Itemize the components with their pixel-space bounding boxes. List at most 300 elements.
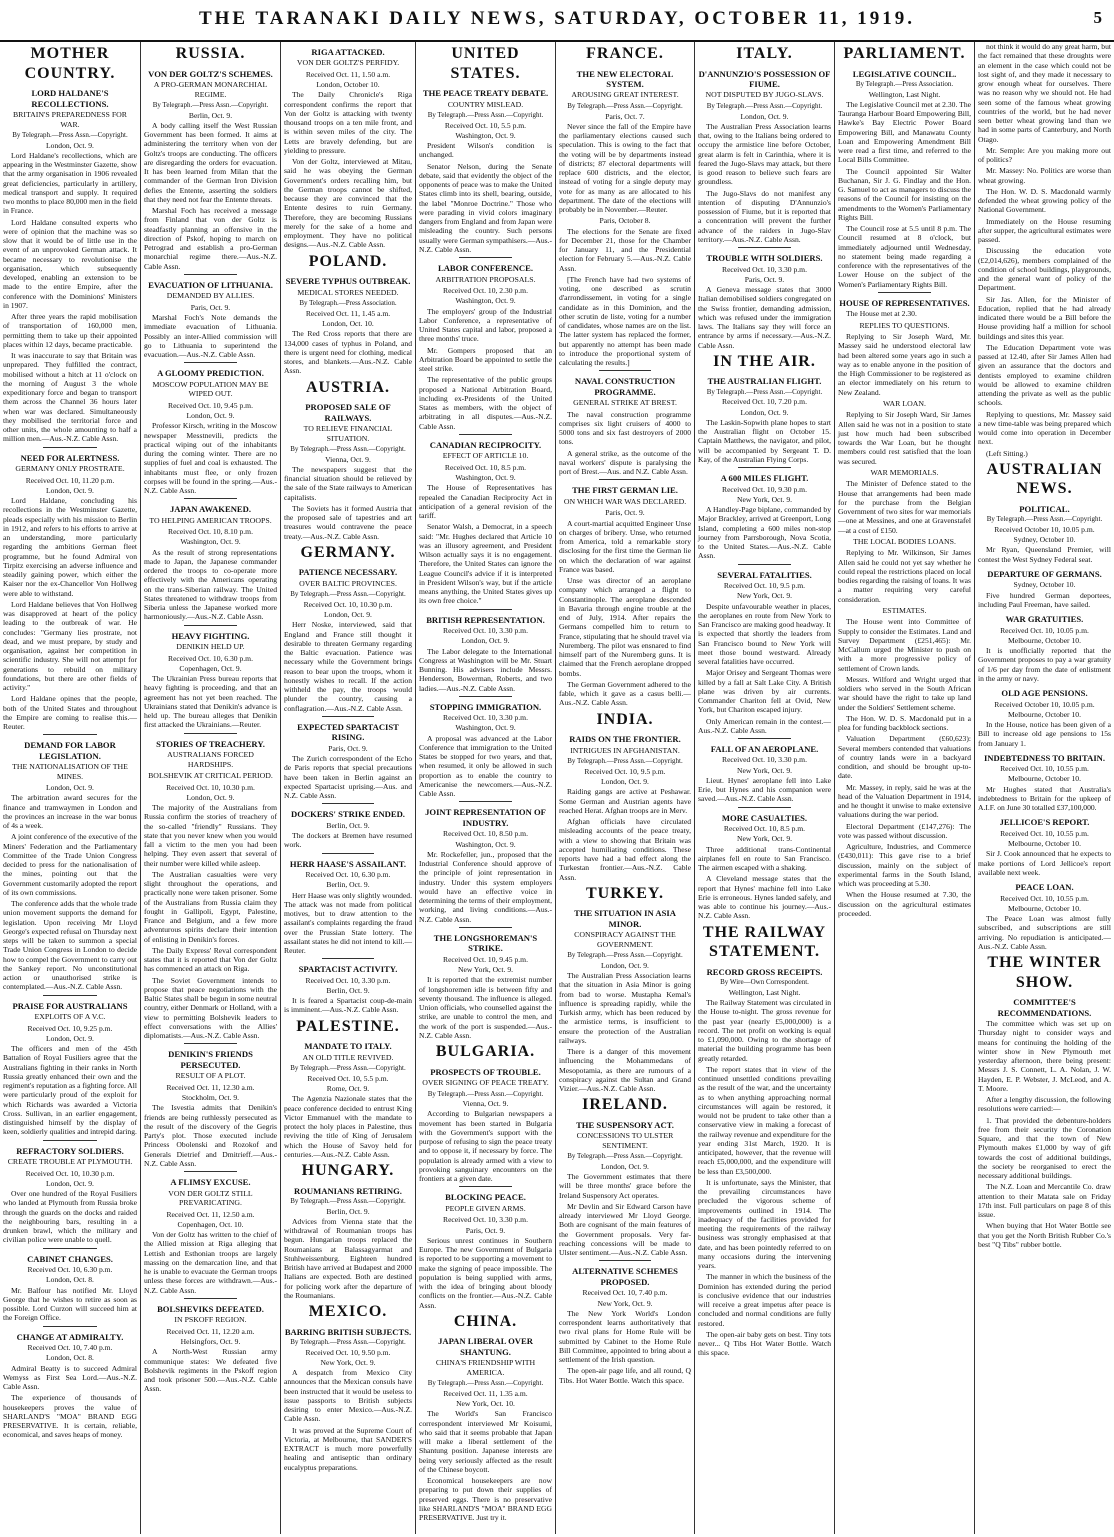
column-7 — [834, 42, 974, 1534]
section-heading: GERMANY. — [300, 543, 396, 561]
paragraph: Mr. Gompers proposed that an Arbitration Board be appointed to settle the steel strike. — [419, 345, 552, 374]
article-headline: DENIKIN'S FRIENDS PERSECUTED. — [168, 1049, 253, 1070]
paragraph: Replying to Mr. Wilkinson, Sir James Allen said he could not yet say whether he could repeal the restrictions placed on local bodies regarding the raising of loans. It was a matter requiring very careful consideration. — [838, 548, 971, 604]
paragraph: Serious unrest continues in Southern Europe. The new Government of Bulgaria is reported to be supporting a movement to make the signing of peace impossible. The population is being supplied with arms, with the idea of bringing about bloody conflicts on the frontier.—Aus.-N.Z. Cable Assn. — [419, 1235, 552, 1310]
byline: By Telegraph.—Press Assn.—Copyright. — [290, 590, 406, 599]
article-subhead: WAR MEMORIALS. — [870, 467, 939, 477]
paragraph: Three additional trans-Continental airplanes fell en route to San Francisco. The airmen escaped with a shaking. — [698, 844, 831, 873]
article-headline: STORIES OF TREACHERY. — [156, 738, 265, 749]
paragraph: The Agenzia Nazionale states that the peace conference decided to entrust King Victor Emmanuel with the mandate to protect the holy places in Palestine, thus reviving the title of King of Jerusalem which the House of Savoy held for centuries.—Aus.-N.Z. Cable Assn. — [284, 1094, 412, 1159]
dateline: London, Oct. 9. — [186, 792, 235, 802]
paragraph: Mr Hughes stated that Australia's indebtedness to Britain for the upkeep of A.I.F. on June 30 totalled £37,100,000. — [978, 784, 1111, 813]
article-headline: HOUSE OF REPRESENTATIVES. — [839, 297, 970, 308]
paragraph: Lieut. Hynes' aeroplane fell into Lake Erie, but Hynes and his companion were saved.—Aus.-N.Z. Cable Assn. — [698, 775, 831, 804]
section-heading: BULGARIA. — [435, 1043, 536, 1061]
dateline: Received Oct. 10, 8.50 p.m. — [443, 829, 528, 839]
article-headline: SEVERAL FATALITIES. — [717, 569, 812, 580]
article-headline: HERR HAASE'S ASSAILANT. — [289, 858, 407, 869]
article-headline: RIGA ATTACKED. — [311, 47, 385, 57]
dateline: Washington, Oct. 9. — [455, 473, 516, 483]
article-subhead: ON WHICH WAR WAS DECLARED. — [563, 496, 687, 506]
paragraph: not think it would do any great harm, but the fact remained that these droughts were an element in the case which could not be lost sight of, and they made it necessary to grow enough wheat for ourselves. There was no reason why we should not. He had seen some of the famous wheat growing countries of the world, but he had never seen better wheat growing land than we had in some parts of Canterbury, and North Otago. — [978, 42, 1111, 144]
column-8 — [974, 42, 1114, 1534]
paragraph: The Australian Press Association learns that the situation in Asia Minor is going from bad to worse. Mustapha Kemal's influence is spreading rapidly, while the Turkish army, which has been reduced by the armistice terms, is insufficient to ensure the protection of the Australian railways. — [559, 971, 691, 1045]
paragraph: Discussing the education vote (£2,014,626), members complained of the condition of school buildings, playgrounds, and the general want of policy of the Department. — [978, 246, 1111, 293]
paragraph: Replying to questions, Mr. Massey said a new time-table was being prepared which would come into operation in December next. — [978, 409, 1111, 447]
paragraph: The House of Representatives has repealed the Canadian Reciprocity Act in anticipation of a general revision of the tariff. — [419, 483, 552, 521]
paragraph: The Council appointed Sir Walter Buchanan, Sir J. G. Findlay and the Hon. G. Samuel to act as managers to discuss the reasons of the Council for insisting on the amendments to the Women's Parliamentary Rights Bill. — [838, 166, 971, 222]
byline: By Telegraph.—Press Assn.—Copyright. — [567, 101, 683, 110]
paragraph: It is reported that the extremist number of longshoremen idle is between fifty and seventy thousand. The influence is alleged. Union officials, who counselled against the strike, are unable to control the men, and the work of the port is suspended.—Aus.-N.Z. Cable Assn. — [419, 975, 552, 1040]
divider — [43, 447, 97, 448]
paragraph: A Geneva message states that 3000 Italian demobilised soldiers congregated on the Swiss frontier, demanding admission, which was refused under the immigration laws. The Italians say they will force an entrance by arms if necessary.—Aus.-N.Z. Cable Assn. — [698, 285, 831, 350]
divider — [184, 1043, 237, 1044]
dateline: Paris, Oct. 9. — [328, 743, 368, 753]
divider — [184, 274, 237, 275]
article-subhead: COUNTRY MISLEAD. — [447, 99, 524, 109]
paragraph: A Cleveland message states that the report that Hynes' machine fell into Lake Erie is erroneous. Hynes landed safely, and was able to continue his journey.—Aus.-N.Z. Cable Assn. — [698, 874, 831, 921]
paragraph: Never since the fall of the Empire have the parliamentary elections caused such speculation. This is owing to the fact that the voting will be by departments instead of districts; 87 electoral departments will replace 600 districts, and the elector, instead of voting for a single deputy may vote for as many as are allocated to his department. The date of the elections will probably be in November.—Reuter. — [559, 121, 691, 215]
section-heading: THE RAILWAY STATEMENT. — [702, 923, 827, 961]
column-5 — [555, 42, 694, 1534]
paragraph: [The French have had two systems of voting, one described as scrutin d'arrondissement, in voting for a single candidate as in this Dominion, and the other scrutin de liste, voting for a number of candidates, whose names are on the list. The latter system has replaced the former, but apparently no attempt has been made to introduce the proportional system of calculating the results.] — [559, 274, 691, 368]
dateline: Vienna, Oct. 9. — [462, 1099, 509, 1109]
article-headline: VON DER GOLTZ'S SCHEMES. — [148, 68, 273, 79]
dateline: Berlin, Oct. 9. — [326, 1206, 370, 1216]
paragraph: A Handley-Page biplane, commanded by Major Brackley, arrived at Greenport, Long Island, completing a 600 miles non-stop journey from Parrsborough, Nova Scotia, to the United States.—Aus.-N.Z. Cable Assn. — [698, 505, 831, 561]
divider — [599, 370, 652, 371]
dateline: London, Oct. 9. — [46, 783, 94, 793]
paragraph: The arbitration award secures for the finance and tramwaymen in London and the provinces an increase in the war bonus of 4s a week. — [3, 793, 137, 831]
paragraph: The Council rose at 5.5 until 8 p.m. The Council resumed at 8 o'clock, but immediately adjourned until Wednesday, no statement being made regarding a conference with the representatives of the Lower House on the subject of the Women's Parliamentary Rights Bill. — [838, 224, 971, 289]
paragraph: The Government estimates that there will be three months' grace before the Ireland Suspensory Act operates. — [559, 1172, 691, 1200]
paragraph: The Hon. W. D. S. Macdonald warmly defended the wheat growing policy of the National Government. — [978, 186, 1111, 215]
column-4 — [415, 42, 555, 1534]
dateline: Received Oct. 10, 3.30 p.m. — [722, 264, 807, 274]
paragraph: As the result of strong representations made to Japan, the Japanese commander ordered the troops to co-operate more effectively with the Americans operating on the trans-Siberian railway. The United States threatened to withdraw troops from Siberia unless the Japanese worked more harmoniously.—Aus.-N.Z. Cable Assn. — [144, 547, 277, 622]
paragraph: The Laskin-Sopwith plane hopes to start the Australian flight on October 15. Captain Matthews, the navigator, and pilot, will be accompanied by Sergeant T. D. Kay, of the Australian Flying Corps. — [698, 417, 831, 464]
dateline: Received Oct. 10, 6.30 p.m. — [305, 870, 391, 879]
dateline: Paris, Oct. 9. — [744, 274, 785, 284]
article-headline: PRAISE FOR AUSTRALIANS — [12, 1000, 128, 1011]
divider — [459, 927, 512, 928]
dateline: Received Oct. 10, 10.55 p.m. — [1000, 893, 1089, 903]
paragraph: Advices from Vienna state that the withdrawal of Roumanian troops has begun. Hungarian troops replaced the Roumanians at Balassagyarmat and Stuhlweissenburg. Eighteen hundred British have arrived at Budapest and 2000 Italians are expected. Both are destined for policing work after the departure of the Roumanians. — [284, 1216, 412, 1300]
dateline: Received Oct. 10, 8.5 p.m. — [444, 462, 527, 472]
paragraph: Over one hundred of the Royal Fusiliers who landed at Plymouth from Russia broke through the guards on the docks and raided the neighbouring bars, resulting in a drunken brawl, which the military and civilian police were unable to quell. — [3, 1189, 137, 1245]
paragraph: Herr Haase was only slightly wounded. The attack was not made from political motives, but to draw attention to the assailant's complaints regarding the fraud over the Prussian State lottery. The assailant states he did not intend to kill.—Reuter. — [284, 890, 412, 955]
paragraph: The manner in which the business of the Dominion has extended during the period is conclusive evidence that our industries will receive a great impetus after peace is concluded and normal conditions are fully restored. — [698, 1272, 831, 1328]
paragraph: The employers' group of the Industrial Labor Conference, a representative of United States capital and labor, proposed a three months' truce. — [419, 306, 552, 344]
paragraph: The Hon. W. D. S. Macdonald put in a plea for funding backblock sections. — [838, 713, 971, 733]
paragraph: President Wilson's condition is unchanged. — [419, 141, 552, 160]
article-headline: THE LONGSHOREMAN'S STRIKE. — [433, 932, 538, 954]
paragraph: Unse was director of an aeroplane company which arranged a flight to Constantinople. The aeroplane descended in Bavaria through engine trouble at the end of July, 1914. After repairs the Germans compelled him to return to France, stipulating that he should travel via Nuremberg. The pilot was ensnared to find himself part of the Nuremberg guns. It is claimed that the French aeroplane dropped bombs. — [559, 576, 691, 678]
dateline: Received Oct. 10, 10.30 p.m. — [166, 782, 255, 792]
byline: By Telegraph.—Press Association. — [855, 80, 954, 88]
article-headline: BLOCKING PEACE. — [445, 1192, 526, 1203]
paragraph: The open-air page life, and all round, Q Tibs. Hot Water Bottle. Watch this space. — [559, 1366, 691, 1385]
divider — [322, 853, 373, 854]
article-headline: ALTERNATIVE SCHEMES PROPOSED. — [572, 1266, 678, 1287]
dateline: Received Oct. 10, 3.30 p.m. — [722, 755, 807, 765]
dateline: Vienna, Oct. 9. — [325, 454, 371, 464]
article-subhead: INTRIGUES IN AFGHANISTAN. — [570, 745, 680, 755]
paragraph: Lord Haldane consulted experts who were of opinion that the machine was so slow that it would be of little use in the event of an unprovoked German attack. It became necessary to revolutionise the organisation, which subsequently developed, enabling an extension to be made to the entire Empire, after the conference with the Dominions' Ministers in 1907. — [3, 217, 137, 310]
article-subhead: CREATE TROUBLE AT PLYMOUTH. — [7, 1157, 133, 1167]
article-headline: D'ANNUNZIO'S POSSESSION OF FIUME. — [698, 68, 831, 89]
divider — [738, 807, 791, 808]
dateline: New York, Oct. 9. — [320, 1357, 376, 1367]
divider — [43, 734, 97, 735]
paragraph: The Zurich correspondent of the Echo de Paris reports that special precautions have been taken in Berlin against an expected Spartacist uprising.—Aus. and N.Z. Cable Assn. — [284, 754, 412, 801]
article-subhead: AN OLD TITLE REVIVED. — [302, 1052, 394, 1062]
page-number: 5 — [1093, 8, 1102, 27]
column-6 — [694, 42, 834, 1534]
article-headline: EVACUATION OF LITHUANIA. — [148, 279, 273, 290]
paragraph: There is a danger of this movement influencing the Mohammedans of Mesopotamia, as there are rumours of a conspiracy against the Sultan and Grand Vizier.—Aus.-N.Z. Cable Assn. — [559, 1047, 691, 1094]
dateline: Received Oct. 10, 3.30 p.m. — [443, 1215, 528, 1225]
article-headline: JELLICOE'S REPORT. — [999, 817, 1090, 828]
paragraph: The Legislative Council met at 2.30. The Tauranga Harbour Board Empowering Bill, Hawke's Bay Electric Power Board Empowering Bill, and Manawatu County Loan and Empowering Amendment Bill were read a first time, and referred to the Local Bills Committee. — [838, 99, 971, 165]
article-headline: REFRACTORY SOLDIERS. — [16, 1145, 124, 1156]
section-heading: MEXICO. — [308, 1303, 388, 1321]
paragraph: Admiral Beatty is to succeed Admiral Wemyss as First Sea Lord.—Aus.-N.Z. Cable Assn. — [3, 1363, 137, 1392]
paragraph: Immediately on the House resuming after supper, the agricultural estimates were passed. — [978, 216, 1111, 244]
divider — [738, 564, 791, 565]
section-heading: RUSSIA. — [175, 45, 246, 62]
article-subhead: OVER SIGNING OF PEACE TREATY. — [422, 1078, 549, 1088]
article-subhead: ESTIMATES. — [882, 605, 927, 615]
article-headline: BRITISH REPRESENTATION. — [426, 614, 545, 625]
dateline: Melbourne, October 10. — [1008, 839, 1081, 849]
article-headline: LORD HALDANE'S RECOLLECTIONS. — [31, 88, 109, 109]
paragraph: The experience of thousands of housekeepers proves the value of SHARLAND'S "MOA" BRAND EGG PRESERVATIVE. It is certain, reliable, economical, and saves heaps of money. — [3, 1393, 137, 1440]
section-heading: AUSTRALIAN NEWS. — [986, 460, 1103, 498]
paragraph: Mr. Massey: No. Politics are worse than wheat growing. — [978, 166, 1111, 185]
dateline: Received Oct. 10, 9.45 p.m. — [168, 400, 253, 410]
paragraph: The House went into Committee of Supply to consider the Estimates. Land and Survey Department (£251,465): Mr. McCallum urged the Minister to push on with a more progressive policy of settlement of Crown lands. — [838, 617, 971, 673]
section-heading: UNITED STATES. — [450, 45, 521, 82]
dateline: Washington, Oct. 9. — [455, 296, 516, 306]
paragraph: The majority of the Australians from Russia confirm the stories of treachery of the so-called "friendly" Russians. They state that you never knew when you would fall a victim to the men you had been helping. They even assert that several of their number were killed while asleep. — [144, 803, 277, 868]
article-headline: DEMAND FOR LABOR LEGISLATION. — [24, 740, 116, 761]
dateline: London, Oct. 9. — [324, 610, 372, 620]
paragraph: Raiding gangs are active at Peshawar. Some German and Austrian agents have reached Herat. Afghan troops are in Merv. — [559, 787, 691, 815]
article-subhead: THE NATIONALISATION OF THE MINES. — [12, 762, 128, 781]
dateline: Received Oct. 10, 10.05 p.m. — [1000, 625, 1089, 635]
article-subhead: CONSPIRACY AGAINST THE GOVERNMENT. — [574, 930, 676, 949]
article-subhead: NOT DISPUTED BY JUGO-SLAVS. — [705, 90, 824, 100]
article-headline: COMMITTEE'S RECOMMENDATIONS. — [997, 997, 1092, 1018]
dateline: London, October 10. — [316, 80, 380, 90]
paragraph: The committee which was set up on Thursday night to consider ways and means for continuing the holding of the winter show in New Plymouth met yesterday afternoon, there being present: Messrs J. S. Connett, L. A. Nolan, J. W. Hayden, E. P. Webster, J. McLeod, and A. T. Moore. — [978, 1019, 1111, 1093]
article-headline: JOINT REPRESENTATION OF INDUSTRY. — [425, 807, 546, 828]
divider — [459, 609, 512, 610]
dateline: Washington, Oct. 9. — [180, 537, 241, 547]
paragraph: It is unofficially reported that the Government proposes to pay a war gratuity of 1/6 per day from the date of enlistment in the army or navy. — [978, 646, 1111, 683]
dateline: London, Oct. 9. — [601, 777, 649, 786]
article-headline: WAR GRATUITIES. — [1005, 614, 1084, 625]
dateline: Melbourne, October 10. — [1008, 903, 1081, 913]
paragraph: The representative of the public groups proposed a National Arbitration Board, including ex-Presidents of the United States as members, with the object of arbitrating in all disputes.—Aus.-N.Z. Cable Assn. — [419, 375, 552, 431]
section-heading: IN THE AIR. — [713, 352, 816, 370]
article-headline: THE SITUATION IN ASIA MINOR. — [574, 908, 676, 929]
newspaper-title: THE TARANAKI DAILY NEWS, SATURDAY, OCTOBER 11, 1919. — [198, 8, 916, 29]
article-subhead: REPLIES TO QUESTIONS. — [859, 320, 950, 330]
byline: By Telegraph.—Press Assn.—Copyright. — [290, 1197, 406, 1206]
paragraph: The newspapers suggest that the financial situation should be relieved by the sale of the State railways to American capitalists. — [284, 464, 412, 502]
dateline: Received October 10, 10.05 p.m. — [994, 699, 1095, 709]
byline: By Telegraph.—Press Assn.—Copyright. — [290, 1338, 406, 1347]
paragraph: When the House resumed at 7.30, the discussion on the agricultural estimates proceeded. — [838, 890, 971, 918]
divider — [738, 738, 791, 739]
article-headline: PATIENCE NECESSARY. — [298, 567, 398, 578]
article-headline: PROSPECTS OF TROUBLE. — [430, 1066, 541, 1077]
byline: By Telegraph.—Press Assn.—Copyright. — [567, 757, 683, 766]
divider — [184, 1298, 237, 1299]
dateline: Paris, Oct. 9. — [465, 1225, 506, 1235]
divider — [43, 1248, 97, 1249]
dateline: New York, Oct. 9. — [457, 965, 514, 975]
section-heading: HUNGARY. — [301, 1162, 395, 1180]
paragraph: It was proved at the Supreme Court of Victoria, at Melbourne, that SANDER'S EXTRACT is much more powerfully healing and antiseptic than ordinary eucalyptus preparations. — [284, 1425, 412, 1472]
article-headline: JAPAN LIBERAL OVER SHANTUNG. — [438, 1336, 533, 1357]
dateline: London, Oct. 9. — [46, 1178, 94, 1188]
article-headline: INDEBTEDNESS TO BRITAIN. — [983, 752, 1106, 763]
article-headline: LEGISLATIVE COUNCIL. — [852, 68, 957, 79]
article-headline: MANDATE TO ITALY. — [304, 1041, 392, 1052]
paragraph: Sir J. Cook announced that he expects to make portions of Lord Jellicoe's report available next week. — [978, 849, 1111, 877]
article-headline: JAPAN AWAKENED. — [169, 504, 251, 515]
paragraph: The Daily Express' Reval correspondent states that it is reported that Von der Goltz has commenced an attack on Riga. — [144, 945, 277, 974]
section-heading: FRANCE. — [586, 45, 664, 62]
divider — [459, 696, 512, 697]
paragraph: A despatch from Mexico City announces that the Mexican consuls have been instructed that it would be useless to issue passports to British subjects desiring to enter Mexico.—Aus.-N.Z. Cable Assn. — [284, 1368, 412, 1424]
article-headline: A FLIMSY EXCUSE. — [170, 1177, 251, 1188]
article-subhead: BRITAIN'S PREPAREDNESS FOR WAR. — [12, 110, 127, 129]
article-headline: HEAVY FIGHTING. — [171, 630, 250, 641]
dateline: Received Oct. 10, 6.30 p.m. — [27, 1265, 113, 1275]
article-subhead: MEDICAL STORES NEEDED. — [297, 287, 399, 297]
dateline: London, Oct. 9. — [601, 1161, 649, 1171]
divider — [184, 733, 237, 734]
paragraph: Agriculture, Industries, and Commerce (£430,011): This gave rise to a brief discussion, mainly on the subject of experimental farms in the South Island, which was proceeding at 5.30. — [838, 842, 971, 889]
section-heading: MOTHER COUNTRY. — [24, 45, 116, 82]
paragraph: The open-air baby gets on best. Tiny tots never... Q Tibs Hot Water Bottle. Watch this space. — [698, 1329, 831, 1358]
dateline: Copenhagen, Oct. 10. — [177, 1219, 244, 1229]
paragraph: The Peace Loan was almost fully subscribed, and subscriptions are still arriving. No repudiation is anticipated.—Aus.-N.Z. Cable Assn. — [978, 914, 1111, 951]
paragraph: The Daily Chronicle's Riga correspondent confirms the report that Von der Goltz is attacking with twenty thousand troops on a ten mile front, and is within seven miles of the city. The Letts are bravely defending, but are yielding to pressure. — [284, 90, 412, 155]
paragraph: Mr. Rockefeller, jun., proposed that the Industrial Conference should approve of the principle of joint representation in industry. Under this system employers would have an effective voice in determining the terms of their employment, working, and living conditions.—Aus.-N.Z. Cable Assn. — [419, 849, 552, 924]
dateline: Washington, Oct. 9. — [455, 130, 516, 140]
paragraph: Mr. Massey, in reply, said he was at the head of the Valuation Department in 1914, and he thought it unwise to make extensive valuations during the war period. — [838, 782, 971, 820]
article-subhead: RESULT OF A PLOT. — [175, 1071, 246, 1081]
paragraph: Marshal Foch's Note demands the immediate evacuation of Lithuania. Possibly an inter-Allied commission will go to Lithuania to superintend the evacuation.—Aus.-N.Z. Cable Assn. — [144, 313, 277, 360]
article-headline: ROUMANIANS RETIRING. — [294, 1185, 402, 1196]
paragraph: After three years the rapid mobilisation of transportation of 160,000 men, permitting them to take up their appointed places within 12 days, became practicable. — [3, 312, 137, 349]
article-headline: RAIDS ON THE FRONTIER. — [569, 734, 681, 745]
byline: By Telegraph.—Press Assn.—Copyright. — [567, 1152, 683, 1161]
divider — [184, 625, 237, 626]
divider — [738, 467, 791, 468]
dateline: Washington, Oct. 9. — [455, 839, 516, 849]
article-headline: TROUBLE WITH SOLDIERS. — [706, 253, 823, 264]
divider — [878, 292, 931, 293]
article-headline: BOLSHEVIKS DEFEATED. — [157, 1303, 264, 1314]
paragraph: Herr Noske, interviewed, said that England and France still thought it desirable to threaten Germany regarding the Baltic evacuation. Patience was necessary while the Government brings reason to bear upon the troops, whom it honestly wishes to recall. If the action withheld the pay, the troops would plunder the country, causing a conflagration.—Aus.-N.Z. Cable Assn. — [284, 620, 412, 713]
dateline: Received Oct. 10, 9.5 p.m. — [723, 581, 806, 590]
article-headline: THE FIRST GERMAN LIE. — [572, 485, 678, 496]
paragraph: Senator Walsh, a Democrat, in a speech said: "Mr. Hughes declared that Article 10 was an illusory agreement, and President Wilson actually says it is no engagement. Therefore, the United States can ignore the League Council's advice if it is interpreted in President Wilson's way, but if the article means anything, the United States gives up its own free choice." — [419, 522, 552, 606]
paragraph: A North-West Russian army communique states: We defeated five Bolshevik regiments in the Pskoff region and took prisoner 500.—Aus.-N.Z. Cable Assn. — [144, 1347, 277, 1394]
divider — [599, 479, 652, 480]
divider — [599, 1260, 652, 1261]
byline: By Telegraph.—Press Assn.—Copyright. — [290, 1064, 406, 1073]
article-subhead: BOLSHEVIK AT CRITICAL PERIOD. — [148, 771, 273, 781]
article-subhead: ARBITRATION PROPOSALS. — [435, 274, 536, 284]
dateline: Received Oct. 11, 12.30 a.m. — [166, 1082, 255, 1092]
dateline: Received Oct. 10, 9.30 p.m. — [722, 484, 807, 494]
paragraph: Five hundred German deportees, including Paul Freeman, have sailed. — [978, 590, 1111, 609]
dateline: Received Oct. 11, 1.50 a.m. — [305, 69, 391, 79]
paragraph: Replying to Sir Joseph Ward, Mr. Massey said he understood electoral law had been altered some years ago in such a way as to enable anyone in the position of the High Commissioner to be registered as an elector immediately on his return to New Zealand. — [838, 332, 971, 397]
article-subhead: TO RELIEVE FINANCIAL SITUATION. — [303, 424, 393, 443]
article-headline: CHANGE AT ADMIRALTY. — [16, 1331, 124, 1342]
paragraph: Senator Nelson, during the Senate debate, said that evidently the object of the opponents of peace was to make the United States climb into its shell, bearing, outside, the label "Monroe Doctrine." Those who were parading in vivid colors imaginary dangers from England and from Japan were misleading the country. Such persons usually were German sympathisers.—Aus.-N.Z. Cable Assn. — [419, 161, 552, 254]
dateline: Received Oct. 10, 9.25 p.m. — [27, 1023, 113, 1033]
paragraph: Economical housekeepers are now preparing to put down their supplies of preserved eggs. There is no preservative like SHARLAND'S "MOA" BRAND EGG PRESERVATIVE. Just try it. — [419, 1476, 552, 1523]
article-subhead: OVER BALTIC PROVINCES. — [299, 578, 397, 588]
article-subhead: IN PSKOFF REGION. — [174, 1315, 247, 1325]
paragraph: A general strike, as the outcome of the naval workers' dispute is paralysing the port of Brest.—Aus. and N.Z. Cable Assn. — [559, 448, 691, 477]
paragraph: Professor Kirsch, writing in the Moscow newspaper Messtnevili, predicts the practical wiping out of the inhabitants during the coming winter. There are no supplies of fuel and coal is exhausted. The inhabitants must flee, or only frozen corpses will be found in the spring.—Aus.-N.Z. Cable Assn. — [144, 421, 277, 495]
article-headline: STOPPING IMMIGRATION. — [429, 701, 542, 712]
paragraph: Von der Goltz, interviewed at Mitau, said he was obeying the German Government's orders recalling him, but the German troops cannot be shifted, because they are convinced that the Entente desires to ruin Germany. Therefore, they are becoming Russians merely for the sake of a home and employment. They have no political designs.—Aus.-N.Z. Cable Assn. — [284, 157, 412, 250]
divider — [184, 1171, 237, 1172]
byline: By Telegraph.—Press Assn.—Copyright. — [986, 515, 1103, 524]
dateline: Received Oct. 10, 8.5 p.m. — [723, 824, 806, 834]
paragraph: 1. That provided the debenture-holders free from their security the Coronation Square, and that the town of New Plymouth makes £1,000 by way of gift towards the cost of additional buildings, the society be reorganised to erect the necessary additional buildings. — [978, 1115, 1111, 1181]
byline: By Telegraph.—Press Assn.—Copyright. — [290, 445, 406, 453]
article-headline: THE PEACE TREATY DEBATE. — [422, 88, 549, 99]
dateline: London, Oct. 8. — [46, 1275, 94, 1285]
byline: By Telegraph.—Press Association. — [299, 299, 397, 308]
dateline: Berlin, Oct. 9. — [188, 110, 233, 120]
dateline: Received Oct. 10, 10.30 p.m. — [303, 599, 393, 609]
article-subhead: DEMANDED BY ALLIES. — [166, 291, 255, 301]
paragraph: A court-martial acquitted Engineer Unse on charges of bribery. Unse, who returned from America, told a remarkable story disclosing for the first time the German lie on which the declaration of war against France was based. — [559, 518, 691, 574]
paragraph: The report states that in view of the continued unsettled conditions prevailing as the result of the war, and the uncertainty as to when anything approaching normal circumstances will again be restored, it would not be prudent to take other than a conservative view in making a forecast of the railway revenue and expenditure for the year ending 31st March, 1920. It is anticipated, however, that the revenue will reach £5,000,000, and the expenditure will be less than £3,500,000. — [698, 1064, 831, 1176]
dateline: Received Oct. 11, 12.50 a.m. — [166, 1209, 255, 1219]
dateline: Received Oct. 10, 10.55 p.m. — [1000, 828, 1089, 838]
dateline: London, Oct. 9. — [740, 407, 789, 417]
section-heading: ITALY. — [736, 45, 793, 62]
paragraph: The World's San Francisco correspondent interviewed Mr Koisumi, who said that it seems probable that Japan will make a liberal settlement of the Shantung position. Japanese interests are being very seriously affected as the result of the Chinese boycott. — [419, 1409, 552, 1474]
article-headline: DEPARTURE OF GERMANS. — [987, 568, 1102, 579]
dateline: London, Oct. 9. — [740, 111, 789, 121]
column-1 — [0, 42, 140, 1534]
paragraph: The Jugo-Slavs do not manifest any intention of disputing D'Annunzio's possession of Fiume, but it is reported that a concentration will prevent the further advance of the raiders in Jugo-Slav territory.—Aus.-N.Z. Cable Assn. — [698, 188, 831, 244]
article-headline: BARRING BRITISH SUBJECTS. — [284, 1326, 412, 1337]
divider — [459, 801, 512, 802]
dateline: London, Oct. 9. — [46, 1033, 94, 1043]
article-headline: OLD AGE PENSIONS. — [1001, 688, 1088, 699]
divider — [43, 1326, 97, 1327]
article-subhead: VON DER GOLTZ STILL PREVARICATING. — [168, 1188, 253, 1208]
paragraph: A joint conference of the executive of the Miners' Federation and the Parliamentary Committee of the Trade Union Congress decided to press for the nationalisation of the mines, pointing out that the Government customarily adopted the report of its own commissions. — [3, 832, 137, 897]
dateline: New York, Oct. 9. — [736, 591, 793, 601]
article-headline: RECORD GROSS RECEIPTS. — [706, 966, 823, 977]
paragraph: Replying to Sir Joseph Ward, Sir James Allen said he was not in a position to state just how much had been subscribed towards the War Loan, but he thought members could rest satisfied that the loan was secured. — [838, 410, 971, 466]
dateline: Received Oct. 10, 2.30 p.m. — [443, 286, 528, 296]
dateline: Received Oct. 10, 8.10 p.m. — [168, 527, 253, 537]
paragraph: It is unfortunate, says the Minister, that the prevailing circumstances have precluded the vigorous scheme of improvements outlined in 1914. The inadequacy of the facilities provided for meeting the requirements of the railway business was strongly emphasised at that date, and has been pointedly referred to on many occasions during the intervening years. — [698, 1177, 831, 1271]
divider — [459, 1186, 512, 1187]
paragraph: The Education Department vote was passed at 12.40, after Sir James Allen had given an assurance that the doctors and dentists employed to examine children would be allowed to examine children attending the private as well as the public schools. — [978, 342, 1111, 408]
byline: By Telegraph.—Press Assn.—Copyright. — [567, 951, 683, 960]
dateline: Received Oct. 11, 1.45 a.m. — [305, 308, 391, 318]
dateline: Berlin, Oct. 9. — [326, 820, 370, 830]
dateline: Received Oct. 10, 10.55 p.m. — [1000, 764, 1089, 774]
paragraph: The House met at 2.30. — [846, 309, 917, 319]
article-headline: FALL OF AN AEROPLANE. — [710, 744, 819, 754]
dateline: Sydney, October 10. — [1013, 580, 1076, 590]
divider — [322, 958, 373, 959]
paragraph: Major Orisey and Sergeant Thomas were killed by a fall at Salt Lake City. A British plane was driven by air currents. Commander Chariton fell at Ovid, New York, but Chariton escaped injury. — [698, 668, 831, 715]
byline: By Telegraph.—Press Assn.—Copyright. — [427, 1089, 544, 1098]
dateline: London, Oct. 10. — [322, 319, 374, 329]
section-heading: PARLIAMENT. — [843, 45, 966, 62]
column-3 — [280, 42, 415, 1534]
paragraph: Lord Haldane's recollections, which are appearing in the Westminster Gazette, show that the army organisation in 1906 revealed great deficiencies, particularly in artillery, medical transport and supply. It required two months to place 80,000 men in the field in France. — [3, 150, 137, 216]
article-headline: SPARTACIST ACTIVITY. — [298, 964, 398, 975]
dateline: Stockholm, Oct. 9. — [181, 1093, 240, 1103]
dateline: Wellington, Last Night. — [728, 987, 801, 997]
paragraph: The Soviet Government intends to propose that peace negotiations with the Baltic States shall be begun in some neutral country, either Denmark or Holland, with a view to permitting Bolshevik leaders to effect conversations with the Allies' diplomatists.—Aus.-N.Z. Cable Assn. — [144, 975, 277, 1041]
dateline: London, Oct. 9. — [461, 636, 510, 646]
dateline: Berlin, Oct. 9. — [326, 985, 370, 995]
article-subhead: CONCESSIONS TO ULSTER SENTIMENT. — [576, 1131, 674, 1150]
dateline: Paris, October 8. — [599, 216, 651, 226]
divider — [738, 247, 791, 248]
byline: By Wire—Own Correspondent. — [720, 978, 809, 987]
article-headline: NAVAL CONSTRUCTION PROGRAMME. — [574, 376, 676, 397]
article-subhead: THE LOCAL BODIES LOANS. — [853, 536, 956, 546]
dateline: Rome, Oct. 9. — [326, 1084, 370, 1094]
paragraph: The Isvestia admits that Denikin's friends are being ruthlessly persecuted as the result of the discovery of the Gegris Party's plot. Those executed include Princess Obolenski and Rozokof and Generals Dietrief and Dmitrieff.—Aus.-N.Z. Cable Assn. — [144, 1103, 277, 1168]
dateline: Paris, Oct. 9. — [605, 508, 645, 518]
section-heading: TURKEY. — [586, 884, 664, 902]
paragraph: The New York World's London correspondent learns authoritatively that two rival plans for Home Rule will be submitted by Cabinet to the Home Rule Bill Committee, appointed to bring about a settlement of the Irish question. — [559, 1308, 691, 1365]
column-2 — [140, 42, 280, 1534]
dateline: Helsingfors, Oct. 9. — [180, 1337, 241, 1347]
section-heading: PALESTINE. — [296, 1017, 400, 1035]
paragraph: The Ukrainian Press bureau reports that heavy fighting is proceeding, and that an agreement has not yet been reached. The Ukrainians stated that Denikin's advance is held up. The bureau alleges that Denikin first attacked the Ukrainians.—Reuter. — [144, 674, 277, 730]
paragraph: Mr Devlin and Sir Edward Carson have already interviewed Mr Lloyd George. Both are cognisant of the main features of the Government proposals. Very far-reaching concessions will be made to Ulster sentiment.—Aus.-N.Z. Cable Assn. — [559, 1201, 691, 1258]
dateline: Paris, Oct. 9. — [190, 302, 231, 312]
article-subhead: AUSTRALIANS FORCED HARDSHIPS. — [167, 750, 254, 769]
dateline: Sydney, October 10. — [1013, 535, 1076, 545]
article-headline: MORE CASUALTIES. — [721, 812, 808, 823]
divider — [322, 803, 373, 804]
paragraph: When buying that Hot Water Bottle see that you get the North British Rubber Co.'s best "Q Tibs" rubber bottle. — [978, 1221, 1111, 1249]
dateline: Received Oct. 10, 9.50 p.m. — [305, 1347, 391, 1357]
article-headline: A GLOOMY PREDICTION. — [157, 368, 264, 379]
dateline: Washington, Oct. 9. — [455, 723, 516, 733]
byline: By Telegraph.—Press Assn.—Copyright. — [152, 101, 269, 109]
dateline: Received Oct. 10, 9.5 p.m. — [584, 766, 666, 776]
